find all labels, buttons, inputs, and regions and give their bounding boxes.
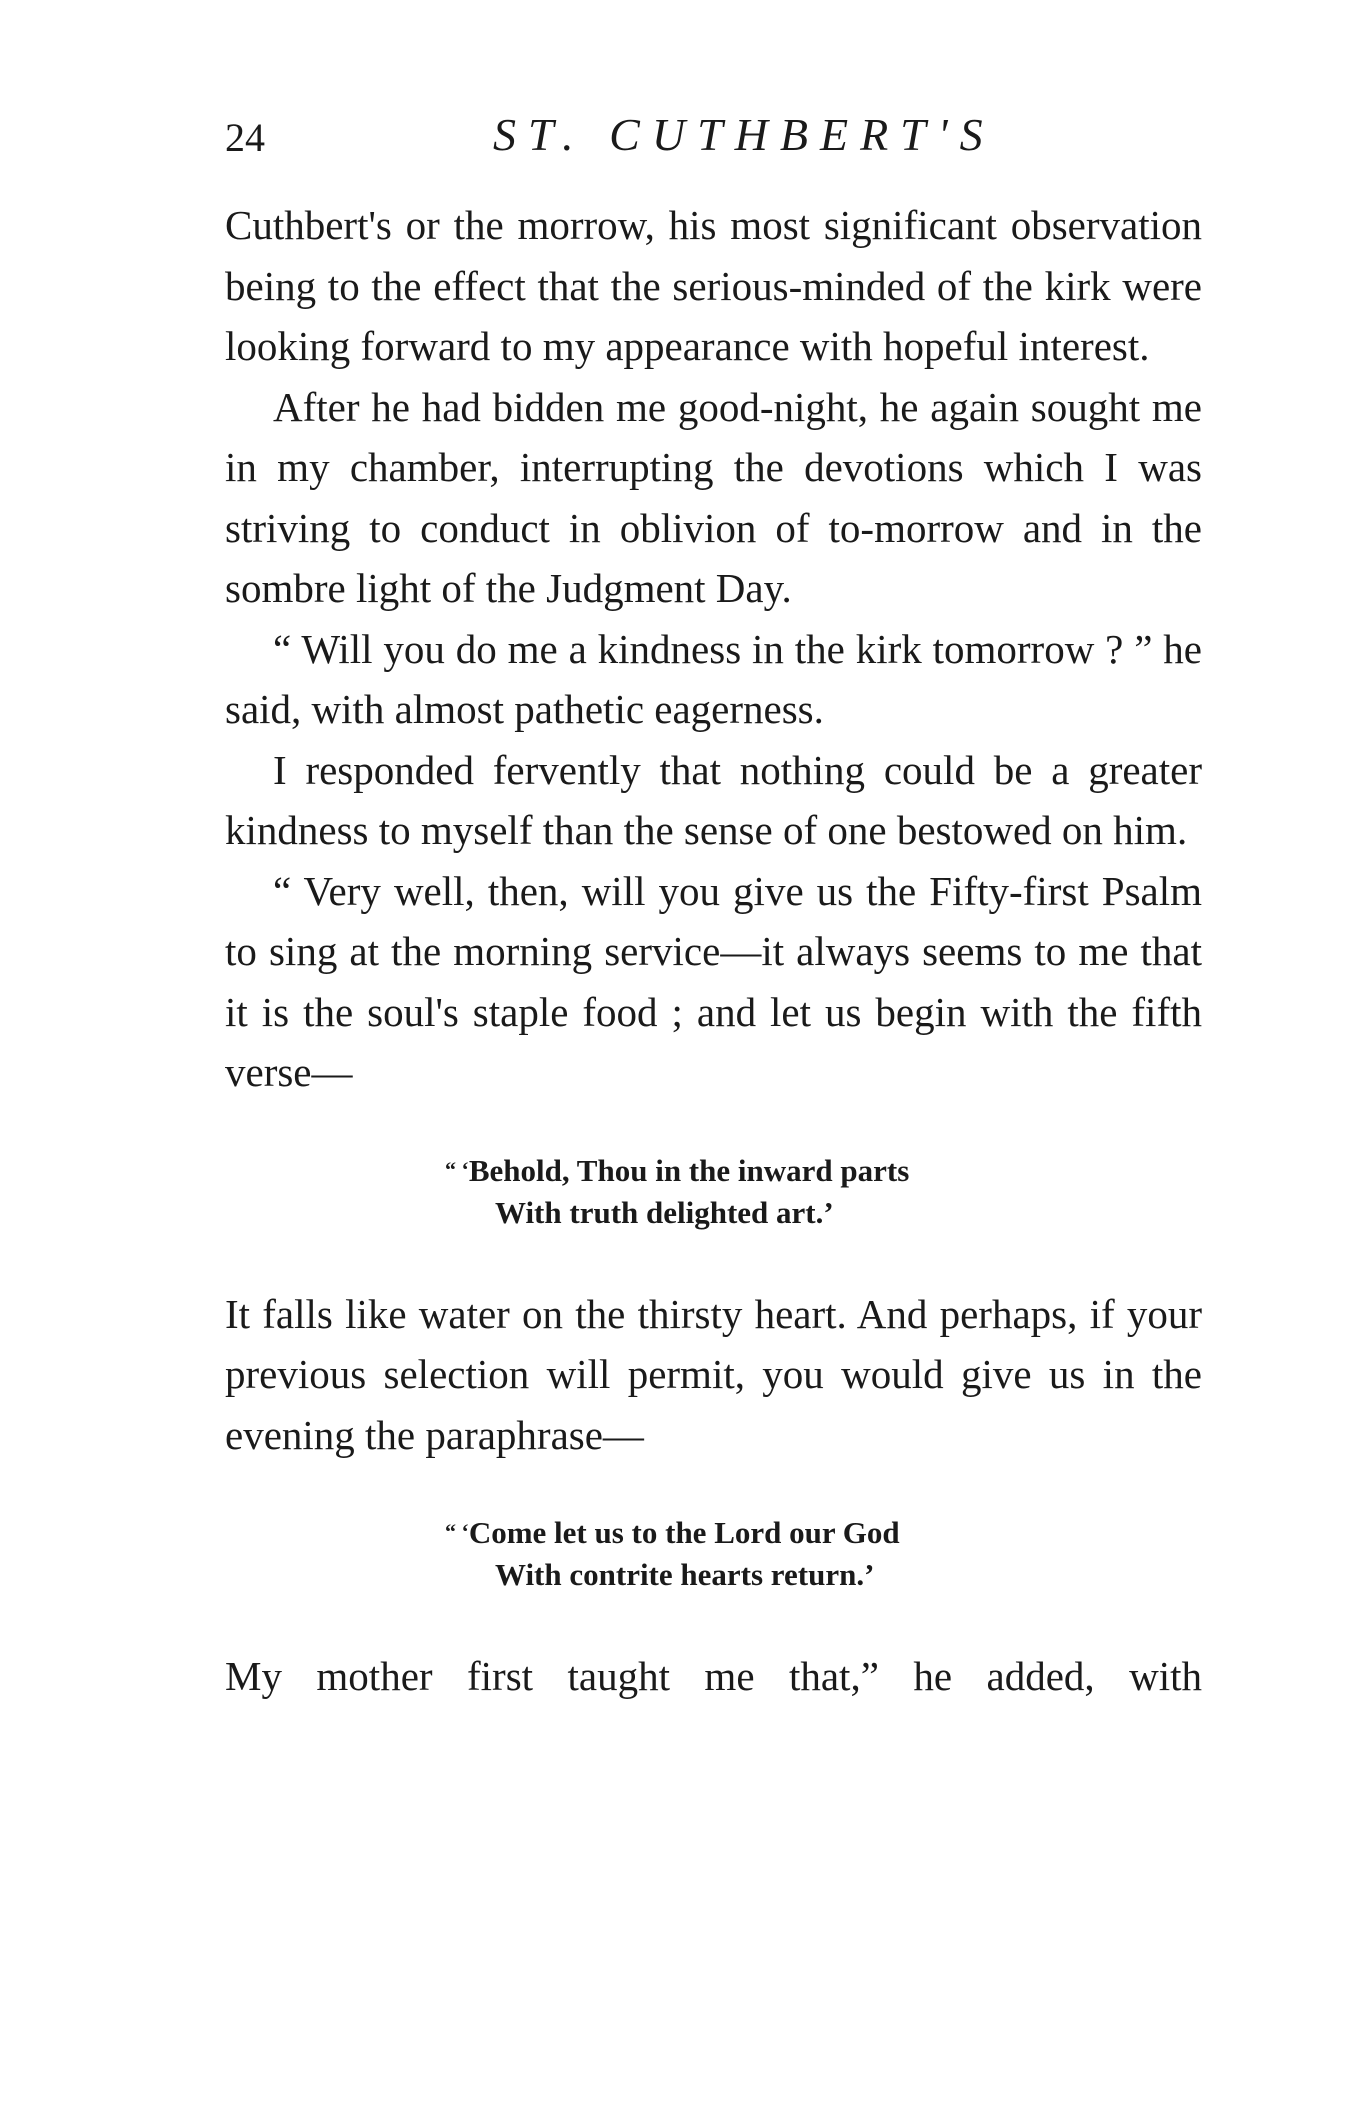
page-number: 24 <box>225 115 265 160</box>
body-text <box>225 195 1202 1707</box>
paragraph-fifty-first-psalm: “ Very well, then, will you give us the Fifty-first Psalm to sing at the morning service—it always seems to me that it is the soul's staple food ; and let us begin with the fifth verse— <box>225 867 1202 1095</box>
paragraph-thirsty-heart: It falls like water on the thirsty heart. And perhaps, if your previous selection will permit, you would give us in the evening the paraphrase— <box>225 1290 1202 1458</box>
verse-quotation-1 <box>225 1149 1202 1234</box>
running-head <box>225 108 1205 178</box>
verse-2-open-quote: “ ‘ <box>445 1519 469 1544</box>
verse-1-line-1 <box>445 1149 1202 1192</box>
verse-2-line-2: With contrite hearts return.’ <box>495 1557 875 1592</box>
paragraph-mother: My mother first taught me that,” he added, with <box>225 1653 1202 1699</box>
verse-2-line-1-text: Come let us to the Lord our God <box>468 1515 900 1550</box>
paragraph-continuation: Cuthbert's or the morrow, his most significant observation being to the effect that the serious-minded of the kirk were looking forward to my appearance with hopeful interest. <box>225 202 1202 369</box>
paragraph-after-goodnight: After he had bidden me good-night, he again sought me in my chamber, interrupting the devotions which I was striving to conduct in oblivion of to-morrow and in the sombre light of the Judgment Day. <box>225 383 1202 611</box>
paragraph-kindness-request: “ Will you do me a kindness in the kirk tomorrow ? ” he said, with almost pathetic eagerness. <box>225 625 1202 732</box>
verse-1-line-1-text: Behold, Thou in the inward parts <box>468 1152 910 1188</box>
verse-quotation-2 <box>225 1511 1202 1596</box>
verse-1-line-2: With truth delighted art.’ <box>495 1194 834 1230</box>
verse-2-line-1 <box>445 1511 1202 1554</box>
running-title: ST. CUTHBERT'S <box>493 109 995 160</box>
paragraph-response: I responded fervently that nothing could be a greater kindness to myself than the sense of one bestowed on him. <box>225 746 1202 853</box>
verse-1-open-quote: “ ‘ <box>445 1156 469 1182</box>
